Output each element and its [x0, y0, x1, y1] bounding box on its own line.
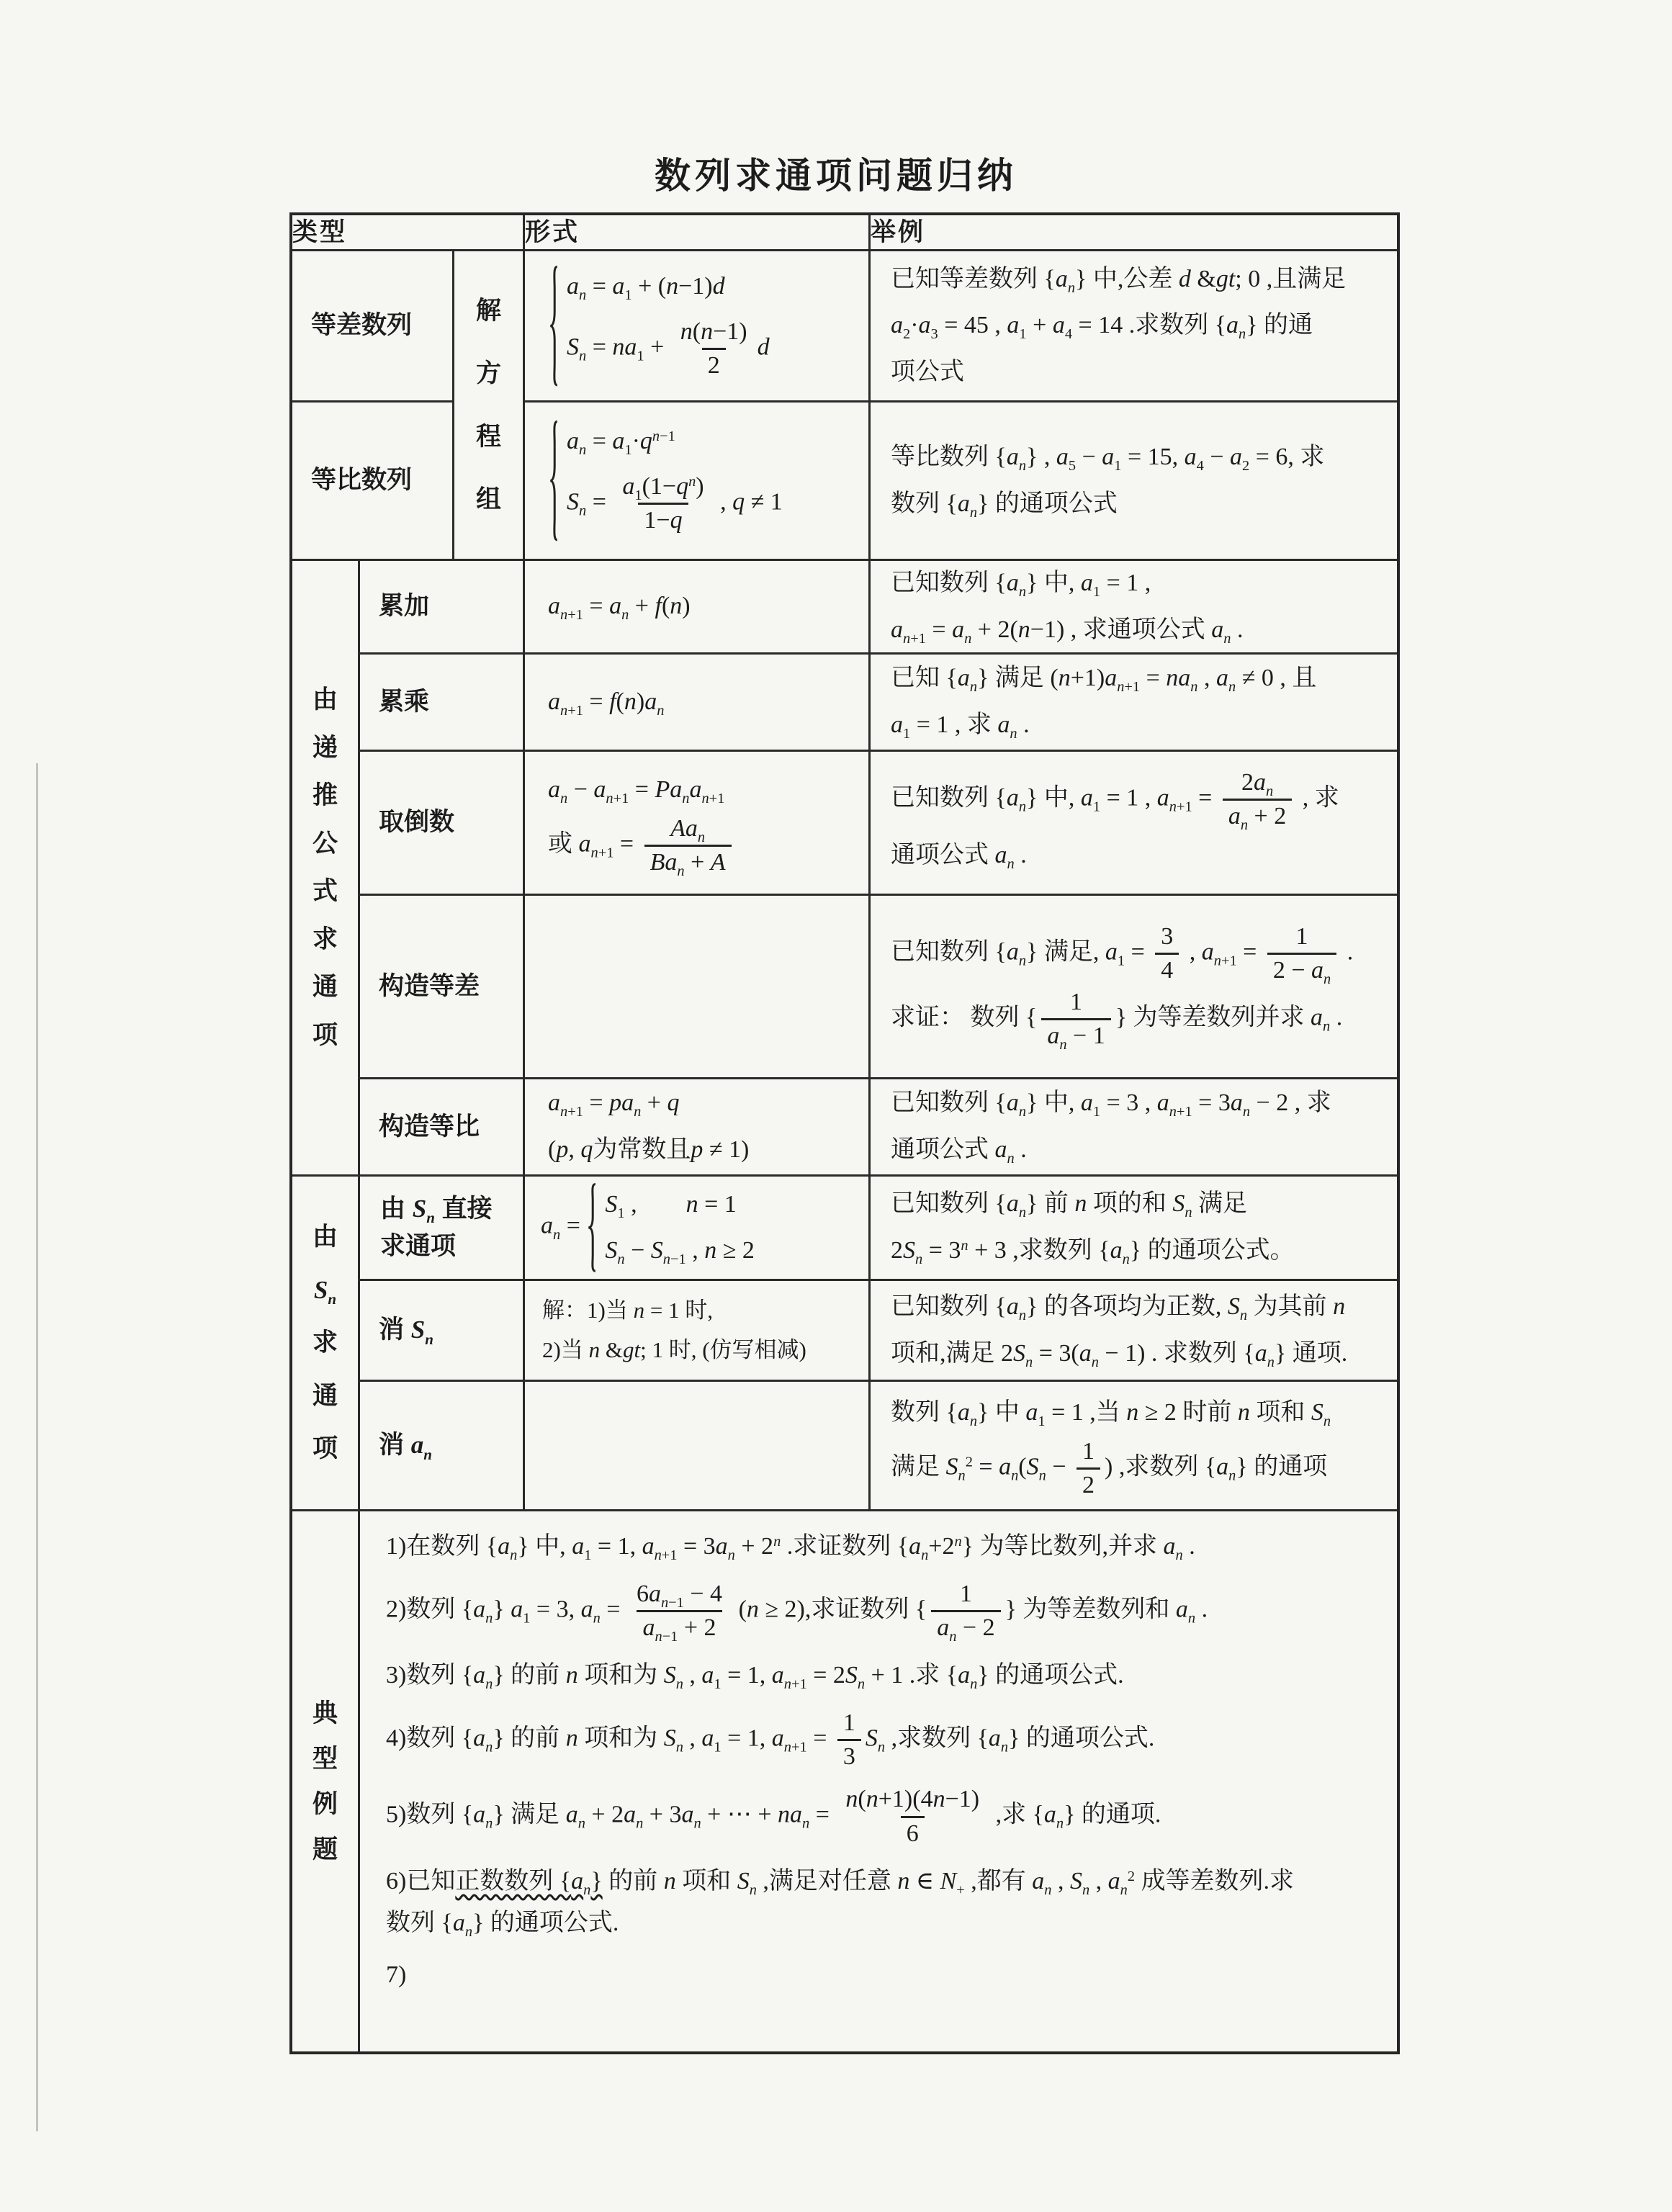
row-accumulate-add-label: 累加: [379, 592, 430, 621]
row-eliminate-sn-form-cell: [525, 1281, 871, 1382]
row-accumulate-multiply-label: 累乘: [379, 687, 430, 716]
example-item-1: 1)在数列 $\{a_n\}$ 中, $a_1 = 1$, $a_{n+1} = 3a_n + 2^n$ .求证数列 $\{a_n+2^n\}$ 为等比数列,并求 $a_n$ .: [386, 1533, 1195, 1564]
row-construct-geometric-label-cell: [360, 1079, 525, 1177]
scan-artifact-line: [36, 763, 38, 2131]
header-form-label: 形式: [525, 217, 580, 246]
row-eliminate-sn-label-cell: [360, 1281, 525, 1382]
row-geometric-label-cell: [292, 403, 454, 561]
header-example: [871, 215, 1397, 251]
row-eliminate-an-example-cell: [871, 1382, 1397, 1511]
row-accumulate-add-example: 已知数列 $\{a_n\}$ 中, $a_1 = 1$ , $a_{n+1} = a_n + 2(n-1)$ , 求通项公式 $a_n$ .: [891, 569, 1244, 647]
page-title: 数列求通项问题归纳: [655, 156, 1017, 196]
row-geometric-example: 等比数列 $\{a_n\}$ , $a_5 - a_1 = 15$, $a_4 - a_2 = 6$, 求 数列 $\{a_n\}$ 的通项公式: [891, 443, 1325, 521]
row-accumulate-multiply-form-cell: [525, 655, 871, 752]
row-construct-arithmetic-example-cell: [871, 896, 1397, 1079]
row-accumulate-add-example-cell: [871, 561, 1397, 655]
row-accumulate-add-form: $a_{n+1} = a_n + f(n)$: [548, 593, 691, 624]
row-construct-arithmetic-example: 已知数列 $\{a_n\}$ 满足, $a_1$ = $\frac{3}{4}$ , $a_{n+1}$ = $\frac{1}{2 - a_n}$ . 求证： 数列 { $\frac{1}{a_n - 1}$ } 为等差数列并求 $a_n$ .: [891, 922, 1354, 1053]
row-construct-geometric-example-cell: [871, 1079, 1397, 1177]
row-arithmetic-example: 已知等差数列 $\{a_n\}$ 中,公差 d &gt; 0 ,且满足 $a_2\cdot a_3 = 45$ , $a_1 + a_4 = 14$ .求数列 $\{a_n\}$ 的通 项公式: [891, 265, 1347, 385]
row-construct-geometric-label: 构造等比: [379, 1112, 480, 1141]
group-label-recursive-text: 由 递 推 公 式 求 通 项: [312, 685, 338, 1049]
row-construct-geometric-form-cell: [525, 1079, 871, 1177]
example-item-7: 7): [386, 1961, 407, 1989]
typical-examples-cell: [360, 1511, 1397, 2051]
example-item-4: 4)数列 $\{a_n\}$ 的前 n 项和为 $S_n$ , $a_1 = 1$, $a_{n+1}$ = $\frac{1}{3}$ $S_n$ ,求数列 $\{a_n\}$ 的通项公式.: [386, 1707, 1384, 1773]
header-type-label: 类型: [292, 217, 348, 246]
row-construct-geometric-example: 已知数列 $\{a_n\}$ 中, $a_1 = 3$ , $a_{n+1} = 3a_n - 2$ , 求 通项公式 $a_n$ .: [891, 1089, 1331, 1167]
row-reciprocal-label-cell: [360, 752, 525, 896]
row-arithmetic-example-cell: [871, 251, 1397, 403]
row-sn-direct-form: $a_n$ = $S_1$ , n = 1 $S_n - S_{n-1}$ , n ≥ 2: [541, 1182, 850, 1273]
row-accumulate-add-form-cell: [525, 561, 871, 655]
header-example-label: 举例: [871, 217, 926, 246]
example-item-5: 5)数列 $\{a_n\}$ 满足 $a_n + 2a_n + 3a_n$ + ⋯ + $na_n$ = $\frac{n(n+1)(4n-1)}{6}$ ,求 $\{a_n\}$ 的通项.: [386, 1784, 1384, 1849]
row-reciprocal-form-cell: [525, 752, 871, 896]
summary-table: [289, 212, 1400, 2054]
row-arithmetic-label-cell: [292, 251, 454, 403]
row-construct-arithmetic-label: 构造等差: [379, 971, 480, 1000]
row-sn-direct-label: 由 $S_n$ 直接 求通项: [380, 1194, 493, 1260]
row-eliminate-an-form-cell: [525, 1382, 871, 1511]
row-reciprocal-label: 取倒数: [379, 808, 455, 837]
row-eliminate-sn-label: 消 $S_n$: [379, 1316, 433, 1348]
row-eliminate-an-example: 数列 $\{a_n\}$ 中 $a_1 = 1$ ,当 n ≥ 2 时前 n 项和 $S_n$ 满足 $S_n^2 = a_n(S_n$ − $\frac{1}{2}$ ) ,求数列 $\{a_n\}$ 的通项: [891, 1390, 1384, 1502]
row-accumulate-add-label-cell: [360, 561, 525, 655]
group-label-recursive: [292, 561, 360, 1177]
row-eliminate-sn-example-cell: [871, 1281, 1397, 1382]
group-label-solve-equations-text: 解 方 程 组: [475, 296, 501, 513]
row-reciprocal-form: $a_n - a_{n+1} = Pa_na_{n+1}$ 或 $a_{n+1}$ = $\frac{Aa_n}{Ba_n + A}$: [548, 767, 850, 879]
row-reciprocal-example: 已知数列 $\{a_n\}$ 中, $a_1 = 1$ , $a_{n+1}$ = $\frac{2a_n}{a_n + 2}$ , 求 通项公式 $a_n$ .: [891, 768, 1339, 873]
row-geometric-example-cell: [871, 403, 1397, 561]
group-label-typical-examples-text: 典 型 例 题: [312, 1699, 338, 1863]
row-arithmetic-label: 等差数列: [311, 311, 413, 340]
row-construct-arithmetic-label-cell: [360, 896, 525, 1079]
row-eliminate-an-label-cell: [360, 1382, 525, 1511]
group-label-typical-examples: [292, 1511, 360, 2051]
row-sn-direct-example: 已知数列 $\{a_n\}$ 前 n 项的和 $S_n$ 满足 $2S_n = 3^n + 3$ ,求数列 $\{a_n\}$ 的通项公式。: [891, 1190, 1295, 1268]
group-label-from-sn-text: 由 $S_n$ 求 通 项: [312, 1223, 338, 1463]
header-type: [292, 215, 525, 251]
row-arithmetic-form: $a_n = a_1 + (n-1)d$ $S_n = na_1$ + $\frac{n(n-1)}{2}$ d: [548, 264, 850, 387]
group-label-from-sn: [292, 1177, 360, 1511]
row-sn-direct-form-cell: [525, 1177, 871, 1281]
row-accumulate-multiply-example-cell: [871, 655, 1397, 752]
row-accumulate-multiply-label-cell: [360, 655, 525, 752]
row-geometric-label: 等比数列: [311, 466, 413, 495]
row-construct-arithmetic-form-cell: [525, 896, 871, 1079]
row-eliminate-an-label: 消 $a_n$: [379, 1431, 432, 1463]
row-eliminate-sn-form: 解：1)当 n = 1 时, 2)当 n &gt; 1 时, (仿写相减): [542, 1298, 806, 1362]
row-geometric-form-cell: [525, 403, 871, 561]
row-reciprocal-example-cell: [871, 752, 1397, 896]
example-item-2: 2)数列 $\{a_n\} a_1 = 3$, $a_n$ = $\frac{6a_{n-1} - 4}{a_{n-1} + 2}$ (n ≥ 2),求证数列 { $\frac{1}{a_n - 2}$ } 为等差数列和 $a_n$ .: [386, 1580, 1208, 1645]
row-arithmetic-form-cell: [525, 251, 871, 403]
header-form: [525, 215, 871, 251]
row-geometric-form: $a_n = a_1\cdot q^{n-1}$ $S_n$ = $\frac{a_1(1-q^n)}{1-q}$ , q ≠ 1: [548, 419, 850, 542]
group-label-solve-equations: [454, 251, 525, 561]
row-accumulate-multiply-form: $a_{n+1} = f(n)a_n$: [548, 688, 665, 719]
example-item-6: 6)已知正数数列 $\{a_n\}$ 的前 n 项和 $S_n$ ,满足对任意 n ∈ $N_+$ ,都有 $a_n$ , $S_n$ , $a_n^2$ 成等差数列.求 数列 $\{a_n\}$ 的通项公式.: [386, 1867, 1295, 1940]
row-sn-direct-example-cell: [871, 1177, 1397, 1281]
row-eliminate-sn-example: 已知数列 $\{a_n\}$ 的各项均为正数, $S_n$ 为其前 n 项和,满足 $2S_n = 3(a_n - 1)$ . 求数列 $\{a_n\}$ 通项.: [891, 1292, 1348, 1370]
typical-examples-list: [386, 1516, 1384, 1996]
row-accumulate-multiply-example: 已知 $\{a_n\}$ 满足 $(n+1)a_{n+1} = na_n$ , $a_n \ne 0$ , 且 $a_1 = 1$ , 求 $a_n$ .: [891, 665, 1317, 742]
row-construct-geometric-form: $a_{n+1} = pa_n + q$ (p, q为常数且p ≠ 1): [548, 1089, 750, 1163]
row-sn-direct-label-cell: [360, 1177, 525, 1281]
example-item-3: 3)数列 $\{a_n\}$ 的前 n 项和为 $S_n$ , $a_1 = 1$, $a_{n+1} = 2S_n + 1$ .求 $\{a_n\}$ 的通项公式.: [386, 1662, 1124, 1693]
